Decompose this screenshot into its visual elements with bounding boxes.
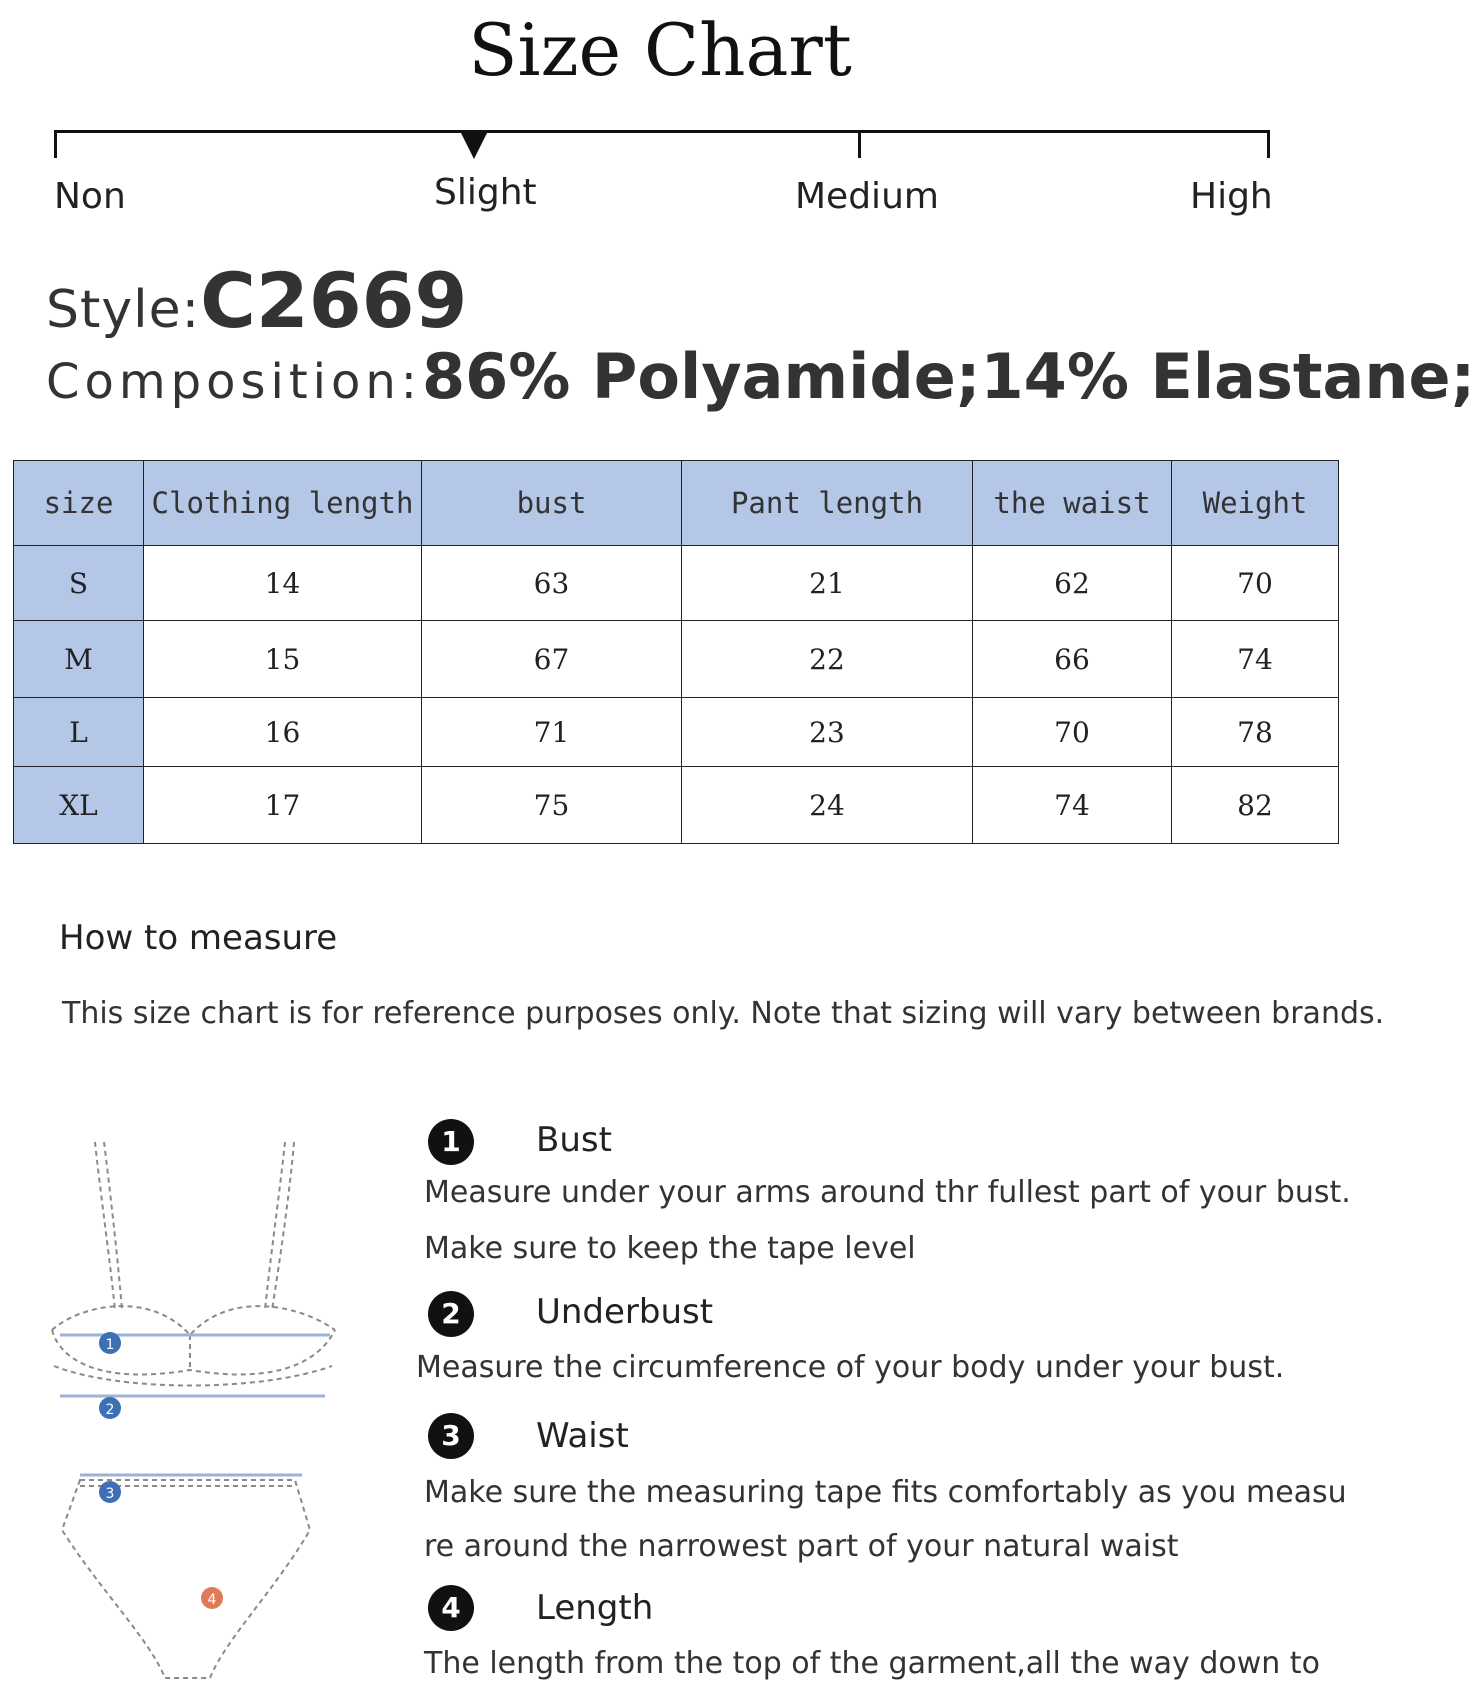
step-description: The length from the top of the garment,all the way down to <box>424 1646 1320 1681</box>
how-to-measure-heading: How to measure <box>59 918 338 958</box>
composition-line <box>46 340 1475 413</box>
svg-text:4: 4 <box>207 1592 217 1608</box>
step-title: Underbust <box>536 1292 714 1332</box>
brief-sketch <box>62 1480 310 1678</box>
page-title: Size Chart <box>468 8 852 92</box>
table-cell: L <box>14 698 144 767</box>
table-cell: 74 <box>973 767 1172 844</box>
table-cell: 15 <box>144 621 422 698</box>
stretch-scale-line <box>54 130 1270 133</box>
composition-value: 86% Polyamide;14% Elastane; <box>421 340 1475 413</box>
stretch-selected-pointer-icon <box>460 131 488 159</box>
header-waist: the waist <box>973 461 1172 546</box>
table-row <box>14 767 1339 844</box>
table-cell: 24 <box>682 767 973 844</box>
stretch-scale-tick <box>1267 130 1270 158</box>
step-title: Bust <box>536 1120 612 1160</box>
step-title: Waist <box>536 1416 629 1456</box>
stretch-label-high: High <box>1190 176 1273 217</box>
step-description: Make sure the measuring tape fits comfortably as you measu <box>424 1475 1347 1510</box>
step-description: re around the narrowest part of your natural waist <box>424 1529 1179 1564</box>
reference-disclaimer: This size chart is for reference purposes only. Note that sizing will vary between brands. <box>62 996 1385 1031</box>
composition-label: Composition: <box>46 354 422 410</box>
svg-text:3: 3 <box>105 1486 115 1502</box>
svg-text:1: 1 <box>105 1337 115 1353</box>
stretch-label-slight: Slight <box>434 172 537 213</box>
table-cell: 66 <box>973 621 1172 698</box>
table-cell: 17 <box>144 767 422 844</box>
table-row <box>14 698 1339 767</box>
header-size: size <box>14 461 144 546</box>
stretch-scale-tick <box>858 130 861 158</box>
table-cell: 63 <box>422 546 682 621</box>
step-number-badge: 3 <box>428 1413 474 1459</box>
table-cell: 22 <box>682 621 973 698</box>
size-table-header-row <box>14 461 1339 546</box>
step-description: Make sure to keep the tape level <box>424 1231 916 1266</box>
header-clothing-length: Clothing length <box>144 461 422 546</box>
stretch-scale-tick <box>54 130 57 158</box>
svg-text:2: 2 <box>105 1402 115 1418</box>
style-value: C2669 <box>200 256 468 345</box>
step-description: Measure under your arms around thr fullest part of your bust. <box>424 1175 1351 1210</box>
size-table <box>13 460 1339 844</box>
step-title: Length <box>536 1588 654 1628</box>
step-number-badge: 2 <box>428 1291 474 1337</box>
table-cell: 78 <box>1172 698 1339 767</box>
table-row <box>14 621 1339 698</box>
diagram-marker-1 <box>99 1332 121 1354</box>
table-cell: S <box>14 546 144 621</box>
step-description: Measure the circumference of your body under your bust. <box>416 1350 1285 1385</box>
stretch-label-medium: Medium <box>795 176 939 217</box>
table-cell: 71 <box>422 698 682 767</box>
step-number-badge: 4 <box>428 1585 474 1631</box>
style-label: Style: <box>46 280 201 340</box>
diagram-marker-2 <box>99 1397 121 1419</box>
bra-sketch <box>52 1142 335 1386</box>
header-weight: Weight <box>1172 461 1339 546</box>
header-pant-length: Pant length <box>682 461 973 546</box>
table-cell: 70 <box>973 698 1172 767</box>
table-cell: 74 <box>1172 621 1339 698</box>
garment-measure-diagram <box>40 1130 360 1688</box>
diagram-marker-4 <box>201 1587 223 1609</box>
table-cell: 82 <box>1172 767 1339 844</box>
stretch-label-non: Non <box>54 176 126 217</box>
table-cell: 21 <box>682 546 973 621</box>
table-cell: 70 <box>1172 546 1339 621</box>
table-cell: 67 <box>422 621 682 698</box>
header-bust: bust <box>422 461 682 546</box>
diagram-marker-3 <box>99 1481 121 1503</box>
style-line <box>46 256 467 345</box>
table-cell: M <box>14 621 144 698</box>
table-cell: 14 <box>144 546 422 621</box>
table-cell: 16 <box>144 698 422 767</box>
table-cell: 75 <box>422 767 682 844</box>
table-cell: 62 <box>973 546 1172 621</box>
table-cell: 23 <box>682 698 973 767</box>
table-cell: XL <box>14 767 144 844</box>
table-row <box>14 546 1339 621</box>
step-number-badge: 1 <box>428 1119 474 1165</box>
